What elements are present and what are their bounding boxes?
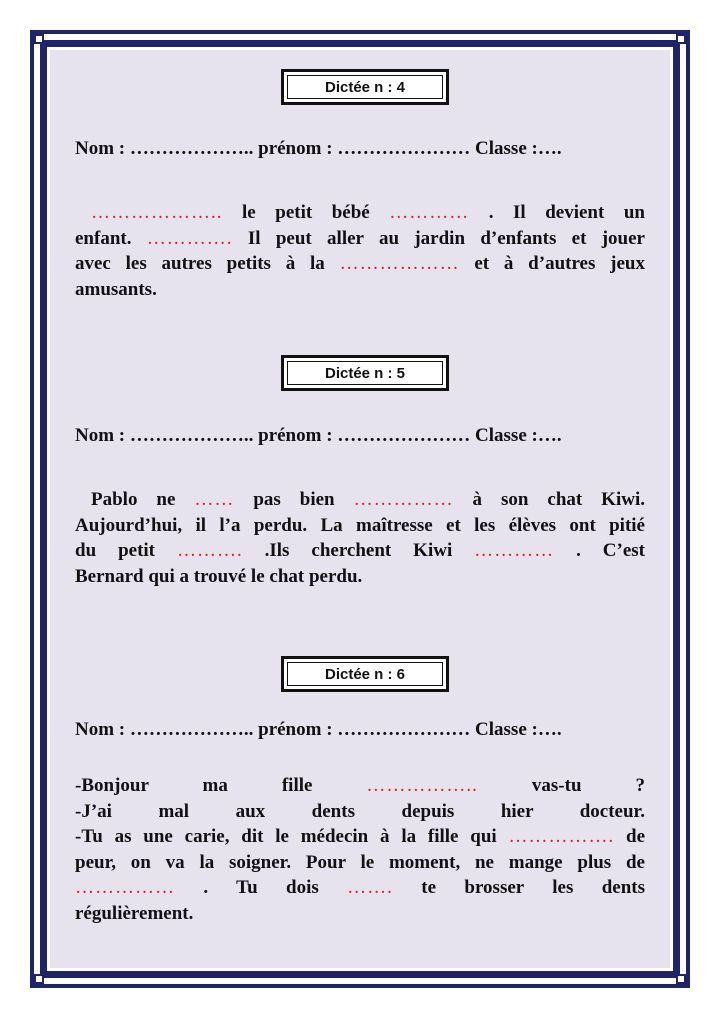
blank-fill-in[interactable]: ……………… xyxy=(339,253,460,274)
paragraph-text: de xyxy=(614,826,646,847)
dictee-paragraph xyxy=(75,773,645,926)
blank-fill-in[interactable]: …………… xyxy=(75,877,175,898)
paragraph-text: amusants. xyxy=(75,278,157,300)
paragraph-text: peur, on va la soigner. Pour le moment, ne mange plus de xyxy=(75,851,645,873)
paragraph-text: Bernard qui a trouvé le chat perdu. xyxy=(75,565,363,587)
paragraph-line xyxy=(75,251,645,277)
paragraph-text: te brosser les dents xyxy=(392,877,645,898)
blank-fill-in[interactable]: ………. xyxy=(176,540,243,561)
paragraph-text: Pablo ne xyxy=(91,489,195,510)
nom-line: Nom : ……………….. prénom : ………………… Classe :…. xyxy=(75,138,562,159)
paragraph-line xyxy=(75,277,645,303)
dictee-title-box xyxy=(281,355,449,391)
paragraph-line xyxy=(75,226,645,252)
blank-fill-in[interactable]: …… xyxy=(194,489,235,510)
nom-line: Nom : ……………….. prénom : ………………… Classe :…. xyxy=(75,425,562,446)
paragraph-text: le petit bébé xyxy=(222,202,390,223)
paragraph-line xyxy=(75,564,645,590)
paragraph-text: régulièrement. xyxy=(75,902,194,924)
paragraph-line xyxy=(75,773,645,799)
paragraph-line xyxy=(75,799,645,825)
paragraph-text: à son chat Kiwi. xyxy=(453,489,645,510)
paragraph-line xyxy=(75,824,645,850)
corner-ornament xyxy=(34,34,44,44)
corner-ornament xyxy=(34,974,44,984)
blank-fill-in[interactable]: ………… xyxy=(474,540,555,561)
blank-fill-in[interactable]: …………….. xyxy=(366,775,478,796)
paragraph-text: . C’est xyxy=(554,540,645,561)
dictee-title-box xyxy=(281,69,449,105)
paragraph-line xyxy=(75,538,645,564)
paragraph-text: avec les autres petits à la xyxy=(75,253,340,274)
paragraph-line xyxy=(75,200,645,226)
paragraph-line xyxy=(75,901,645,927)
paragraph-line xyxy=(75,850,645,876)
dictee-title: Dictée n : 6 xyxy=(287,662,443,686)
paragraph-text: -J’ai mal aux dents depuis hier docteur. xyxy=(75,800,645,822)
dictee-title: Dictée n : 4 xyxy=(287,75,443,99)
paragraph-text: du petit xyxy=(75,540,177,561)
corner-ornament xyxy=(676,34,686,44)
paragraph-line xyxy=(75,875,645,901)
paragraph-text: enfant. xyxy=(75,227,147,249)
nom-line: Nom : ……………….. prénom : ………………… Classe :…. xyxy=(75,719,562,740)
paragraph-text: -Bonjour ma fille xyxy=(75,775,367,796)
blank-fill-in[interactable]: ……………. xyxy=(508,826,615,847)
paragraph-text: . Tu dois xyxy=(175,877,348,898)
blank-fill-in[interactable]: ……………….. xyxy=(91,202,223,223)
paragraph-text: . Il devient un xyxy=(469,202,645,223)
blank-fill-in[interactable]: …………… xyxy=(353,489,454,510)
corner-ornament xyxy=(676,974,686,984)
dictee-title: Dictée n : 5 xyxy=(287,361,443,385)
paragraph-text: .Ils cherchent Kiwi xyxy=(242,540,475,561)
paragraph-text: pas bien xyxy=(234,489,354,510)
paragraph-line xyxy=(75,487,645,513)
paragraph-text: Il peut aller au jardin d’enfants et jouer xyxy=(232,227,645,249)
blank-fill-in[interactable]: …………. xyxy=(146,227,233,249)
paragraph-text: vas-tu ? xyxy=(477,775,645,796)
dictee-paragraph xyxy=(75,487,645,589)
paragraph-line xyxy=(75,513,645,539)
paragraph-text: et à d’autres jeux xyxy=(459,253,645,274)
blank-fill-in[interactable]: ………… xyxy=(389,202,470,223)
blank-fill-in[interactable]: ……. xyxy=(347,877,393,898)
paragraph-text: Aujourd’hui, il l’a perdu. La maîtresse et les élèves ont pitié xyxy=(75,514,645,536)
paragraph-text: -Tu as une carie, dit le médecin à la fille qui xyxy=(75,826,509,847)
dictee-title-box xyxy=(281,656,449,692)
dictee-paragraph xyxy=(75,200,645,302)
